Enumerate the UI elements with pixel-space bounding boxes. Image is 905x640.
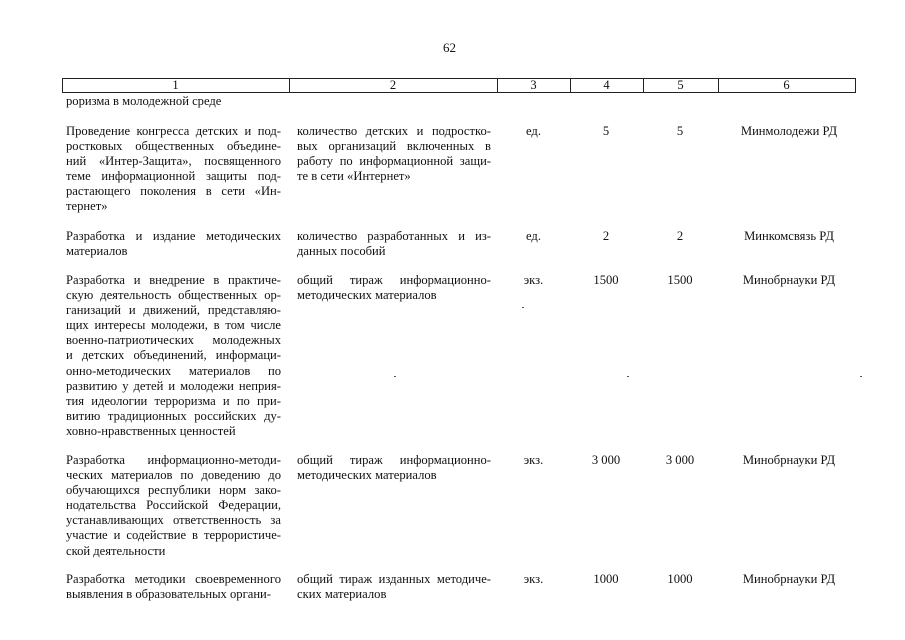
activity-line: тернет»	[66, 199, 108, 214]
activity-line: щих интересы молодежи, в том числе	[66, 318, 281, 333]
responsible-cell: Минкомсвязь РД	[744, 229, 834, 243]
activity-line: Разработка и внедрение в практиче-	[66, 273, 281, 287]
activity-line: ростковых общественных объедине-	[66, 139, 281, 154]
activity-line: участие и содействие в террористиче-	[66, 528, 281, 543]
column-header-4: 4	[603, 78, 610, 92]
activity-cell	[66, 453, 281, 559]
activity-line: выявления в образовательных органи-	[66, 587, 271, 602]
activity-line: теме информационной защиты под-	[66, 169, 281, 184]
activity-line: материалов	[66, 244, 128, 259]
column-header-6: 6	[783, 78, 790, 92]
indicator-line: данных пособий	[297, 244, 386, 259]
activity-cell	[66, 229, 281, 259]
indicator-line: количество разработанных и из-	[297, 229, 491, 243]
indicator-cell	[297, 229, 491, 259]
indicator-line: вых организаций включенных в	[297, 139, 491, 154]
indicator-cell	[297, 124, 491, 184]
scan-speck	[860, 376, 862, 377]
unit-cell: ед.	[526, 229, 541, 243]
activity-line: военно-патриотических молодежных	[66, 333, 281, 348]
value-col5-cell: 1500	[667, 273, 693, 287]
activity-line: растающего поколения в сети «Ин-	[66, 184, 281, 199]
activity-line: ской деятельности	[66, 543, 166, 558]
activity-line: ческих материалов по доведению до	[66, 468, 281, 483]
responsible-cell: Минобрнауки РД	[742, 453, 836, 467]
indicator-line: количество детских и подростко-	[297, 124, 491, 138]
activity-line: развитию у детей и молодежи неприя-	[66, 378, 281, 393]
column-header-5: 5	[677, 78, 684, 92]
indicator-line: общий тираж изданных методиче-	[297, 572, 491, 586]
value-col4-cell: 1500	[593, 273, 619, 287]
activity-line: нодательства Российской Федерации,	[66, 498, 281, 513]
continuation-text: роризма в молодежной среде	[66, 94, 222, 108]
activity-line: и детских объединений, информаци-	[66, 348, 281, 363]
indicator-line: ских материалов	[297, 587, 387, 602]
unit-cell: экз.	[523, 273, 544, 287]
activity-cell	[66, 124, 281, 215]
value-col4-cell: 2	[602, 229, 610, 243]
indicator-line: общий тираж информационно-	[297, 453, 491, 467]
column-header-3: 3	[530, 78, 537, 92]
activity-line: устанавливающих ответственность за	[66, 513, 281, 528]
unit-cell: ед.	[526, 124, 541, 138]
activity-cell	[66, 572, 281, 602]
value-col5-cell: 2	[676, 229, 684, 243]
responsible-cell: Минмолодежи РД	[740, 124, 838, 138]
activity-line: тия идеологии терроризма и по при-	[66, 393, 281, 408]
indicator-line: работу по информационной защи-	[297, 154, 491, 169]
activity-line: ний «Интер-Защита», посвященного	[66, 154, 281, 169]
activity-line: Разработка и издание методических	[66, 229, 281, 243]
indicator-cell	[297, 453, 491, 483]
value-col5-cell: 3 000	[665, 453, 695, 467]
indicator-line: методических материалов	[297, 468, 437, 483]
activity-line: Разработка методики своевременного	[66, 572, 281, 586]
activity-line: Проведение конгресса детских и под-	[66, 124, 281, 138]
activity-line: ганизаций и движений, представляю-	[66, 303, 281, 318]
activity-line: онно-методических материалов по	[66, 363, 281, 378]
value-col5-cell: 1000	[667, 572, 693, 586]
page-number: 62	[443, 40, 456, 55]
activity-line: скую деятельность общественных ор-	[66, 288, 281, 303]
activity-cell	[66, 273, 281, 439]
value-col4-cell: 1000	[593, 572, 619, 586]
activity-line: ховно-нравственных ценностей	[66, 423, 236, 438]
indicator-line: общий тираж информационно-	[297, 273, 491, 287]
indicator-cell	[297, 572, 491, 602]
scan-speck	[522, 307, 524, 308]
indicator-line: те в сети «Интернет»	[297, 169, 411, 184]
value-col4-cell: 5	[602, 124, 610, 138]
indicator-cell	[297, 273, 491, 303]
column-header-1: 1	[172, 78, 179, 92]
activity-line: обучающихся республики норм зако-	[66, 483, 281, 498]
responsible-cell: Минобрнауки РД	[742, 572, 836, 586]
column-header-2: 2	[389, 78, 397, 92]
indicator-line: методических материалов	[297, 288, 437, 303]
unit-cell: экз.	[523, 572, 544, 586]
activity-line: витию традиционных российских ду-	[66, 408, 281, 423]
header-divider	[855, 78, 856, 92]
responsible-cell: Минобрнауки РД	[742, 273, 836, 287]
table-header-bottom-rule	[62, 92, 856, 93]
scan-speck	[394, 376, 396, 377]
value-col4-cell: 3 000	[591, 453, 621, 467]
unit-cell: экз.	[523, 453, 544, 467]
value-col5-cell: 5	[676, 124, 684, 138]
scan-speck	[627, 376, 629, 377]
activity-line: Разработка информационно-методи-	[66, 453, 281, 467]
